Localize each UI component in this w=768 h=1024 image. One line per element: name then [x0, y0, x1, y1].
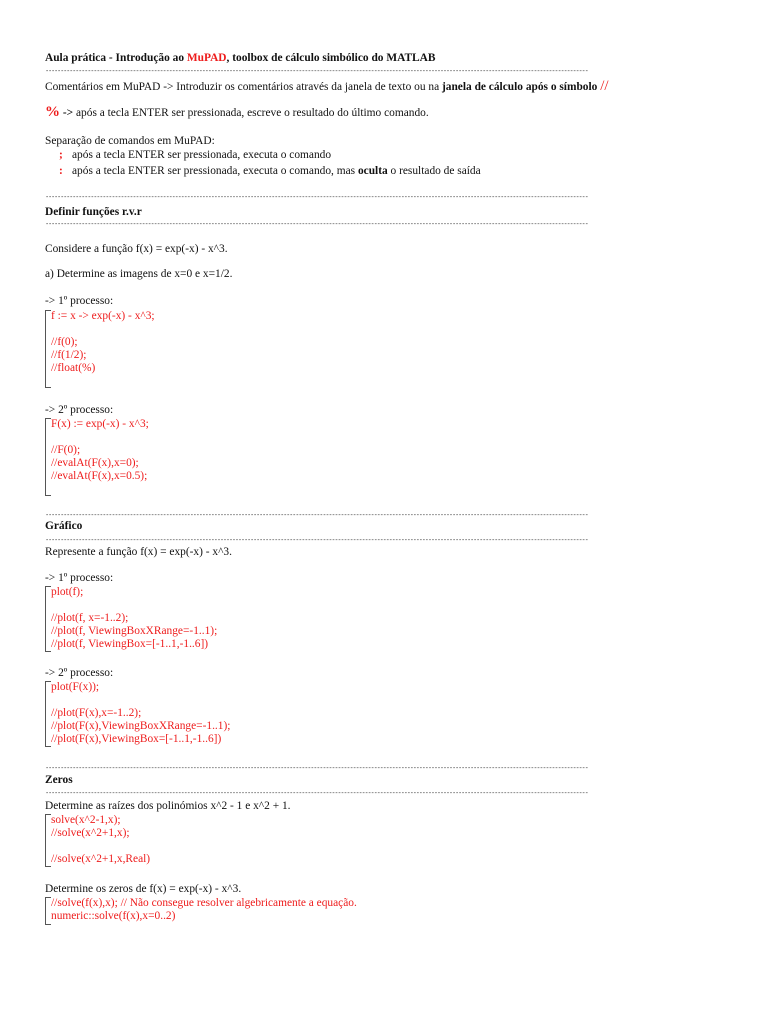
consider-text: Considere a função f(x) = exp(-x) - x^3.: [45, 243, 228, 255]
comments-bold-text: janela de cálculo após o símbolo: [441, 81, 598, 93]
process-label: -> 2º processo:: [45, 667, 114, 679]
process-label: -> 1º processo:: [45, 295, 114, 307]
code-line: //F(0);: [51, 444, 81, 456]
zeros-text: Determine os zeros de f(x) = exp(-x) - x^3.: [45, 883, 242, 895]
code-line: //solve(f(x),x); // Não consegue resolver algebricamente a equação.: [51, 897, 357, 909]
percent-text: após a tecla ENTER ser pressionada, escreve o resultado do último comando.: [73, 107, 429, 119]
semicolon-line: [59, 149, 331, 162]
separator: ------------------------------------------------------------------------------------------------------------------------------------------------------------------------------------: [45, 220, 588, 228]
semicolon-symbol: ;: [59, 149, 63, 161]
process-label: -> 2º processo:: [45, 404, 114, 416]
percent-arrow: ->: [62, 107, 74, 119]
code-block: [45, 310, 246, 388]
code-line: //float(%): [51, 362, 96, 374]
code-line: //evalAt(F(x),x=0.5);: [51, 470, 148, 482]
separator: ------------------------------------------------------------------------------------------------------------------------------------------------------------------------------------: [45, 511, 588, 519]
comments-line: [45, 80, 609, 94]
separator: ------------------------------------------------------------------------------------------------------------------------------------------------------------------------------------: [45, 536, 588, 544]
separation-title: Separação de comandos em MuPAD:: [45, 135, 215, 147]
comment-symbol: //: [600, 78, 609, 94]
separator: ------------------------------------------------------------------------------------------------------------------------------------------------------------------------------------: [45, 789, 588, 797]
code-line: solve(x^2-1,x);: [51, 814, 121, 826]
colon-text-end: o resultado de saída: [387, 165, 481, 177]
code-line: F(x) := exp(-x) - x^3;: [51, 418, 149, 430]
percent-line: [45, 106, 429, 120]
separator: ------------------------------------------------------------------------------------------------------------------------------------------------------------------------------------: [45, 764, 588, 772]
code-line: //plot(F(x),x=-1..2);: [51, 707, 142, 719]
colon-text-bold: oculta: [357, 165, 388, 177]
code-line: plot(F(x));: [51, 681, 100, 693]
code-block: [45, 586, 266, 652]
code-line: f := x -> exp(-x) - x^3;: [51, 310, 155, 322]
roots-text: Determine as raízes dos polinómios x^2 - 1 e x^2 + 1.: [45, 800, 291, 812]
section-heading-functions: Definir funções r.v.r: [45, 206, 142, 218]
code-line: //plot(F(x),ViewingBox=[-1..1,-1..6]): [51, 733, 222, 745]
percent-symbol: %: [45, 104, 60, 120]
code-block: [45, 681, 266, 747]
represent-text: Represente a função f(x) = exp(-x) - x^3.: [45, 546, 232, 558]
section-heading-graph: Gráfico: [45, 520, 83, 532]
code-line: //evalAt(F(x),x=0);: [51, 457, 139, 469]
code-line: //plot(F(x),ViewingBoxXRange=-1..1);: [51, 720, 231, 732]
code-block: [45, 418, 246, 496]
semicolon-text: após a tecla ENTER ser pressionada, executa o comando: [72, 149, 332, 161]
code-line: //solve(x^2+1,x,Real): [51, 853, 151, 865]
code-line: //plot(f, ViewingBox=[-1..1,-1..6]): [51, 638, 209, 650]
code-line: plot(f);: [51, 586, 84, 598]
title-text: Aula prática - Introdução ao: [45, 52, 187, 64]
page-title: [45, 52, 435, 65]
code-line: //solve(x^2+1,x);: [51, 827, 130, 839]
section-heading-zeros: Zeros: [45, 774, 73, 786]
code-line: //plot(f, x=-1..2);: [51, 612, 129, 624]
code-line: numeric::solve(f(x),x=0..2): [51, 910, 176, 922]
separator: ------------------------------------------------------------------------------------------------------------------------------------------------------------------------------------: [45, 193, 588, 201]
colon-symbol: :: [59, 165, 63, 177]
code-block: [45, 897, 406, 925]
title-mupad: MuPAD: [186, 52, 227, 64]
comments-text: Comentários em MuPAD -> Introduzir os comentários através da janela de texto ou na: [45, 81, 442, 93]
code-line: //plot(f, ViewingBoxXRange=-1..1);: [51, 625, 218, 637]
separator: ------------------------------------------------------------------------------------------------------------------------------------------------------------------------------------: [45, 67, 588, 75]
process-label: -> 1º processo:: [45, 572, 114, 584]
colon-text: após a tecla ENTER ser pressionada, executa o comando, mas: [72, 165, 358, 177]
colon-line: [59, 165, 481, 178]
code-block: [45, 814, 226, 867]
title-text-end: , toolbox de cálculo simbólico do MATLAB: [226, 52, 436, 64]
question-a: a) Determine as imagens de x=0 e x=1/2.: [45, 268, 233, 280]
code-line: //f(0);: [51, 336, 78, 348]
code-line: //f(1/2);: [51, 349, 87, 361]
